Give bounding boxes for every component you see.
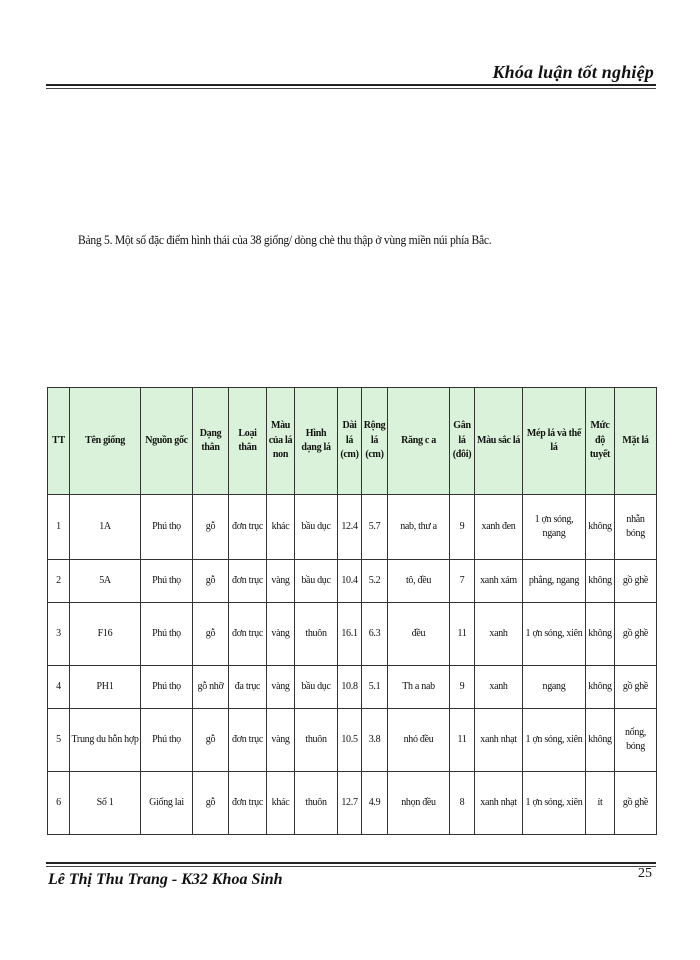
table-row	[48, 772, 657, 835]
footer-author: Lê Thị Thu Trang - K32 Khoa Sinh	[48, 871, 283, 888]
table-cell: 4	[48, 666, 70, 709]
table-cell: 10.4	[338, 560, 362, 603]
col-header: Hình dạng lá	[295, 388, 338, 495]
col-header: Nguồn gốc	[141, 388, 193, 495]
col-header: Mép lá và thế lá	[523, 388, 586, 495]
table-cell: không	[586, 560, 615, 603]
table-cell: 11	[450, 709, 475, 772]
header-title: Khóa luận tốt nghiệp	[492, 62, 654, 82]
table-cell: đơn trục	[229, 495, 267, 560]
col-header: Dạng thân	[193, 388, 229, 495]
table-cell: Phú thọ	[141, 495, 193, 560]
table-cell: nab, thư a	[388, 495, 450, 560]
table-cell: không	[586, 603, 615, 666]
table-cell: 7	[450, 560, 475, 603]
table-cell: đơn trục	[229, 560, 267, 603]
table-cell: gồ ghề	[615, 666, 657, 709]
table-cell: không	[586, 495, 615, 560]
table-cell: 5A	[70, 560, 141, 603]
table-cell: không	[586, 666, 615, 709]
table-cell: gỗ	[193, 603, 229, 666]
table-cell: đơn trục	[229, 709, 267, 772]
table-cell: thuôn	[295, 772, 338, 835]
table-row	[48, 603, 657, 666]
table-cell: xanh	[475, 603, 523, 666]
table-cell: F16	[70, 603, 141, 666]
table-cell: 8	[450, 772, 475, 835]
table-cell: 9	[450, 495, 475, 560]
table-cell: bầu dục	[295, 666, 338, 709]
table-cell: Th a nab	[388, 666, 450, 709]
table-cell: gồ ghề	[615, 772, 657, 835]
table-cell: 1A	[70, 495, 141, 560]
table-cell: 11	[450, 603, 475, 666]
table-cell: xanh nhạt	[475, 772, 523, 835]
col-header: Gân lá (đôi)	[450, 388, 475, 495]
table-cell: đơn trục	[229, 772, 267, 835]
table-cell: gỗ	[193, 772, 229, 835]
col-header: Răng c a	[388, 388, 450, 495]
page-number: 25	[638, 866, 652, 881]
col-header: Màu của lá non	[267, 388, 295, 495]
table-cell: gỗ	[193, 560, 229, 603]
table-caption: Bảng 5. Một số đặc điểm hình thái của 38 giống/ dòng chè thu thập ở vùng miền núi phía Bắc.	[78, 233, 492, 247]
table-cell: ít	[586, 772, 615, 835]
table-cell: nổng, bóng	[615, 709, 657, 772]
table-row	[48, 560, 657, 603]
table-cell: nhọn đều	[388, 772, 450, 835]
table-cell: Phú thọ	[141, 560, 193, 603]
table-cell: bầu dục	[295, 495, 338, 560]
table-cell: Trung du hỗn hợp	[70, 709, 141, 772]
table-cell: 5.1	[362, 666, 388, 709]
table-cell: 1 ợn sóng, xiên	[523, 772, 586, 835]
table-cell: vàng	[267, 709, 295, 772]
table-cell: nhẵn bóng	[615, 495, 657, 560]
table-cell: 1 ợn sóng, xiên	[523, 709, 586, 772]
table-cell: 3.8	[362, 709, 388, 772]
table-cell: gồ ghề	[615, 603, 657, 666]
table-cell: 10.5	[338, 709, 362, 772]
table-cell: đa trục	[229, 666, 267, 709]
table-cell: 5.2	[362, 560, 388, 603]
table-cell: xanh đen	[475, 495, 523, 560]
table-cell: 5.7	[362, 495, 388, 560]
col-header: Rộng lá (cm)	[362, 388, 388, 495]
table-cell: Phú thọ	[141, 709, 193, 772]
table-cell: 1 ợn sóng, ngang	[523, 495, 586, 560]
table-cell: Phú thọ	[141, 666, 193, 709]
footer-rule-thin	[46, 866, 656, 867]
table-cell: xanh xám	[475, 560, 523, 603]
table-cell: thuôn	[295, 709, 338, 772]
table-cell: đều	[388, 603, 450, 666]
table-cell: bầu dục	[295, 560, 338, 603]
table-cell: gỗ	[193, 709, 229, 772]
footer-rule	[46, 862, 656, 864]
morphology-table	[47, 387, 657, 835]
table-row	[48, 666, 657, 709]
table-cell: xanh	[475, 666, 523, 709]
table-cell: gỗ	[193, 495, 229, 560]
table-cell: 1 ợn sóng, xiên	[523, 603, 586, 666]
table-cell: 3	[48, 603, 70, 666]
table-cell: Số 1	[70, 772, 141, 835]
table-cell: vàng	[267, 666, 295, 709]
table-cell: khác	[267, 772, 295, 835]
table-cell: khác	[267, 495, 295, 560]
table-cell: vàng	[267, 560, 295, 603]
col-header: Dài lá (cm)	[338, 388, 362, 495]
header-rule-thin	[46, 88, 656, 89]
col-header: TT	[48, 388, 70, 495]
table-cell: nhỏ đều	[388, 709, 450, 772]
table-cell: tô, đều	[388, 560, 450, 603]
table-cell: 12.7	[338, 772, 362, 835]
col-header: Loại thân	[229, 388, 267, 495]
table-cell: 6	[48, 772, 70, 835]
table-cell: phẳng, ngang	[523, 560, 586, 603]
col-header: Tên giống	[70, 388, 141, 495]
table-cell: gỗ nhỡ	[193, 666, 229, 709]
table-cell: không	[586, 709, 615, 772]
col-header: Mặt lá	[615, 388, 657, 495]
table-cell: 2	[48, 560, 70, 603]
table-cell: 9	[450, 666, 475, 709]
table-row	[48, 495, 657, 560]
table-cell: ngang	[523, 666, 586, 709]
table-container	[47, 387, 656, 835]
table-cell: 5	[48, 709, 70, 772]
table-cell: đơn trục	[229, 603, 267, 666]
table-cell: 12.4	[338, 495, 362, 560]
table-cell: 6.3	[362, 603, 388, 666]
table-cell: 4.9	[362, 772, 388, 835]
table-cell: Phú thọ	[141, 603, 193, 666]
table-cell: thuôn	[295, 603, 338, 666]
table-cell: xanh nhạt	[475, 709, 523, 772]
table-cell: vàng	[267, 603, 295, 666]
table-cell: Giống lai	[141, 772, 193, 835]
col-header: Màu sắc lá	[475, 388, 523, 495]
table-cell: 1	[48, 495, 70, 560]
table-header-row	[48, 388, 657, 495]
table-cell: PH1	[70, 666, 141, 709]
header-rule	[46, 84, 656, 86]
table-cell: gồ ghề	[615, 560, 657, 603]
table-cell: 10.8	[338, 666, 362, 709]
table-row	[48, 709, 657, 772]
col-header: Mức độ tuyết	[586, 388, 615, 495]
table-cell: 16.1	[338, 603, 362, 666]
